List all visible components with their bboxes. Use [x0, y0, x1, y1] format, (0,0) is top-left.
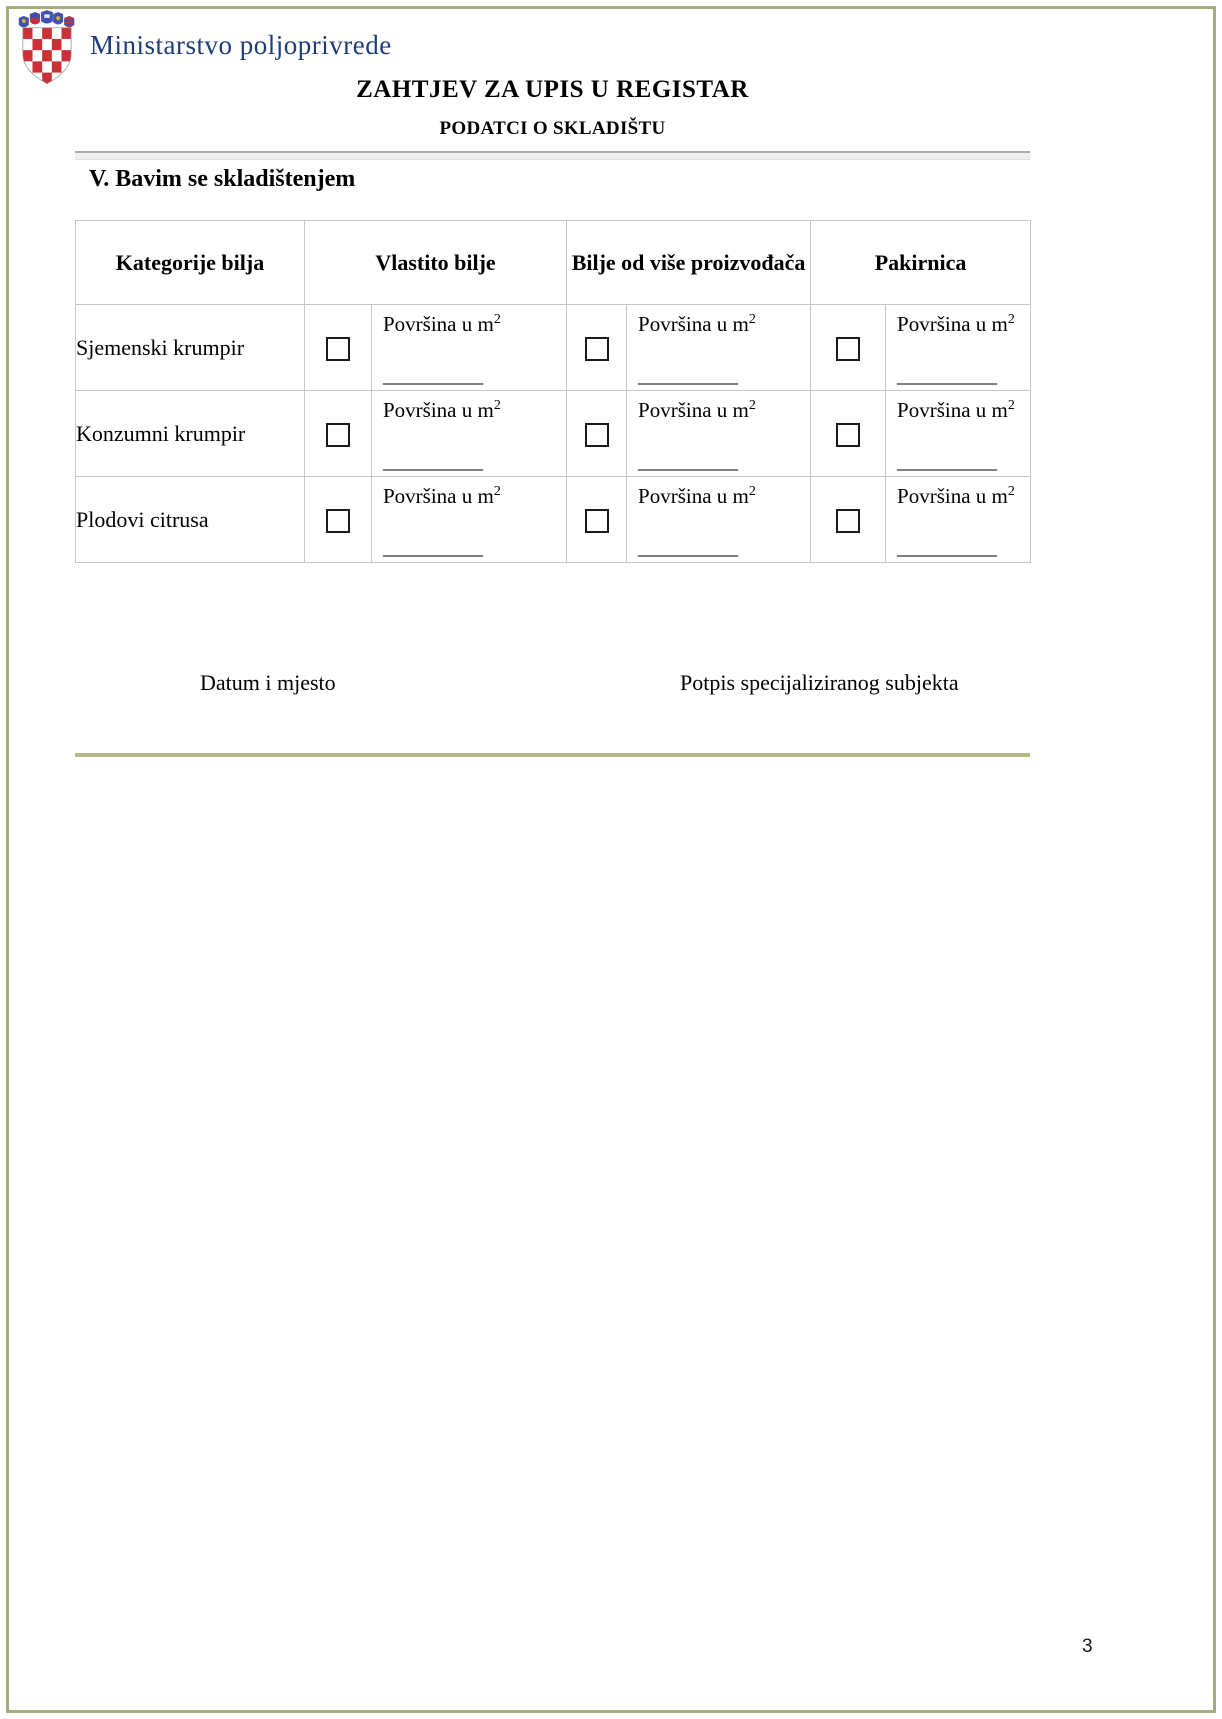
area-label: Površina u $m^2$ [383, 398, 501, 422]
table-header-row [76, 221, 1031, 305]
checkbox-konzumni-pakirnica[interactable] [836, 423, 860, 447]
checkbox-konzumni-vlastito[interactable] [326, 423, 350, 447]
table-row-plodovi-citrusa [76, 477, 1031, 563]
area-label: Površina u $m^2$ [383, 312, 501, 336]
checkbox-sjemenski-pakirnica[interactable] [836, 337, 860, 361]
croatia-coat-of-arms-icon [18, 10, 76, 88]
checkbox-citrusa-vise-proizvodaca[interactable] [585, 509, 609, 533]
area-blank-line: __________ [383, 537, 483, 559]
date-place-label: Datum i mjesto [200, 670, 336, 695]
area-label: Površina u $m^2$ [383, 484, 501, 508]
area-blank-line: __________ [897, 451, 998, 473]
table-header-vlastito: Vlastito bilje [305, 221, 567, 305]
horizontal-rule [75, 151, 1030, 160]
area-blank-line: __________ [383, 451, 483, 473]
document-title: ZAHTJEV ZA UPIS U REGISTAR [356, 76, 749, 103]
area-label: Površina u $m^2$ [897, 398, 1015, 422]
area-label: Površina u $m^2$ [638, 484, 756, 508]
checkbox-sjemenski-vise-proizvodaca[interactable] [585, 337, 609, 361]
section-heading: V. Bavim se skladištenjem [89, 166, 356, 192]
area-blank-line: __________ [638, 451, 739, 473]
checkbox-konzumni-vise-proizvodaca[interactable] [585, 423, 609, 447]
category-label: Konzumni krumpir [76, 391, 305, 477]
table-row-sjemenski-krumpir [76, 305, 1031, 391]
area-blank-line: __________ [897, 537, 998, 559]
table-header-kategorije: Kategorije bilja [76, 221, 305, 305]
page-content [75, 0, 1030, 1719]
area-blank-line: __________ [638, 365, 739, 387]
area-blank-line: __________ [638, 537, 739, 559]
ministry-name: Ministarstvo poljoprivrede [90, 30, 392, 60]
area-label: Površina u $m^2$ [638, 312, 756, 336]
category-label: Plodovi citrusa [76, 477, 305, 563]
section-separator-line [75, 753, 1030, 757]
area-label: Površina u $m^2$ [638, 398, 756, 422]
storage-categories-table [75, 220, 1031, 563]
checkbox-citrusa-pakirnica[interactable] [836, 509, 860, 533]
table-row-konzumni-krumpir [76, 391, 1031, 477]
area-blank-line: __________ [383, 365, 483, 387]
category-label: Sjemenski krumpir [76, 305, 305, 391]
area-label: Površina u $m^2$ [897, 312, 1015, 336]
area-label: Površina u $m^2$ [897, 484, 1015, 508]
page-number: 3 [1082, 1636, 1093, 1657]
table-header-pakirnica: Pakirnica [811, 221, 1031, 305]
area-blank-line: __________ [897, 365, 998, 387]
checkbox-citrusa-vlastito[interactable] [326, 509, 350, 533]
table-header-vise-proizvodaca: Bilje od više proizvođača [567, 221, 811, 305]
document-subtitle: PODATCI O SKLADIŠTU [439, 118, 666, 139]
checkbox-sjemenski-vlastito[interactable] [326, 337, 350, 361]
signature-label: Potpis specijaliziranog subjekta [680, 670, 959, 695]
